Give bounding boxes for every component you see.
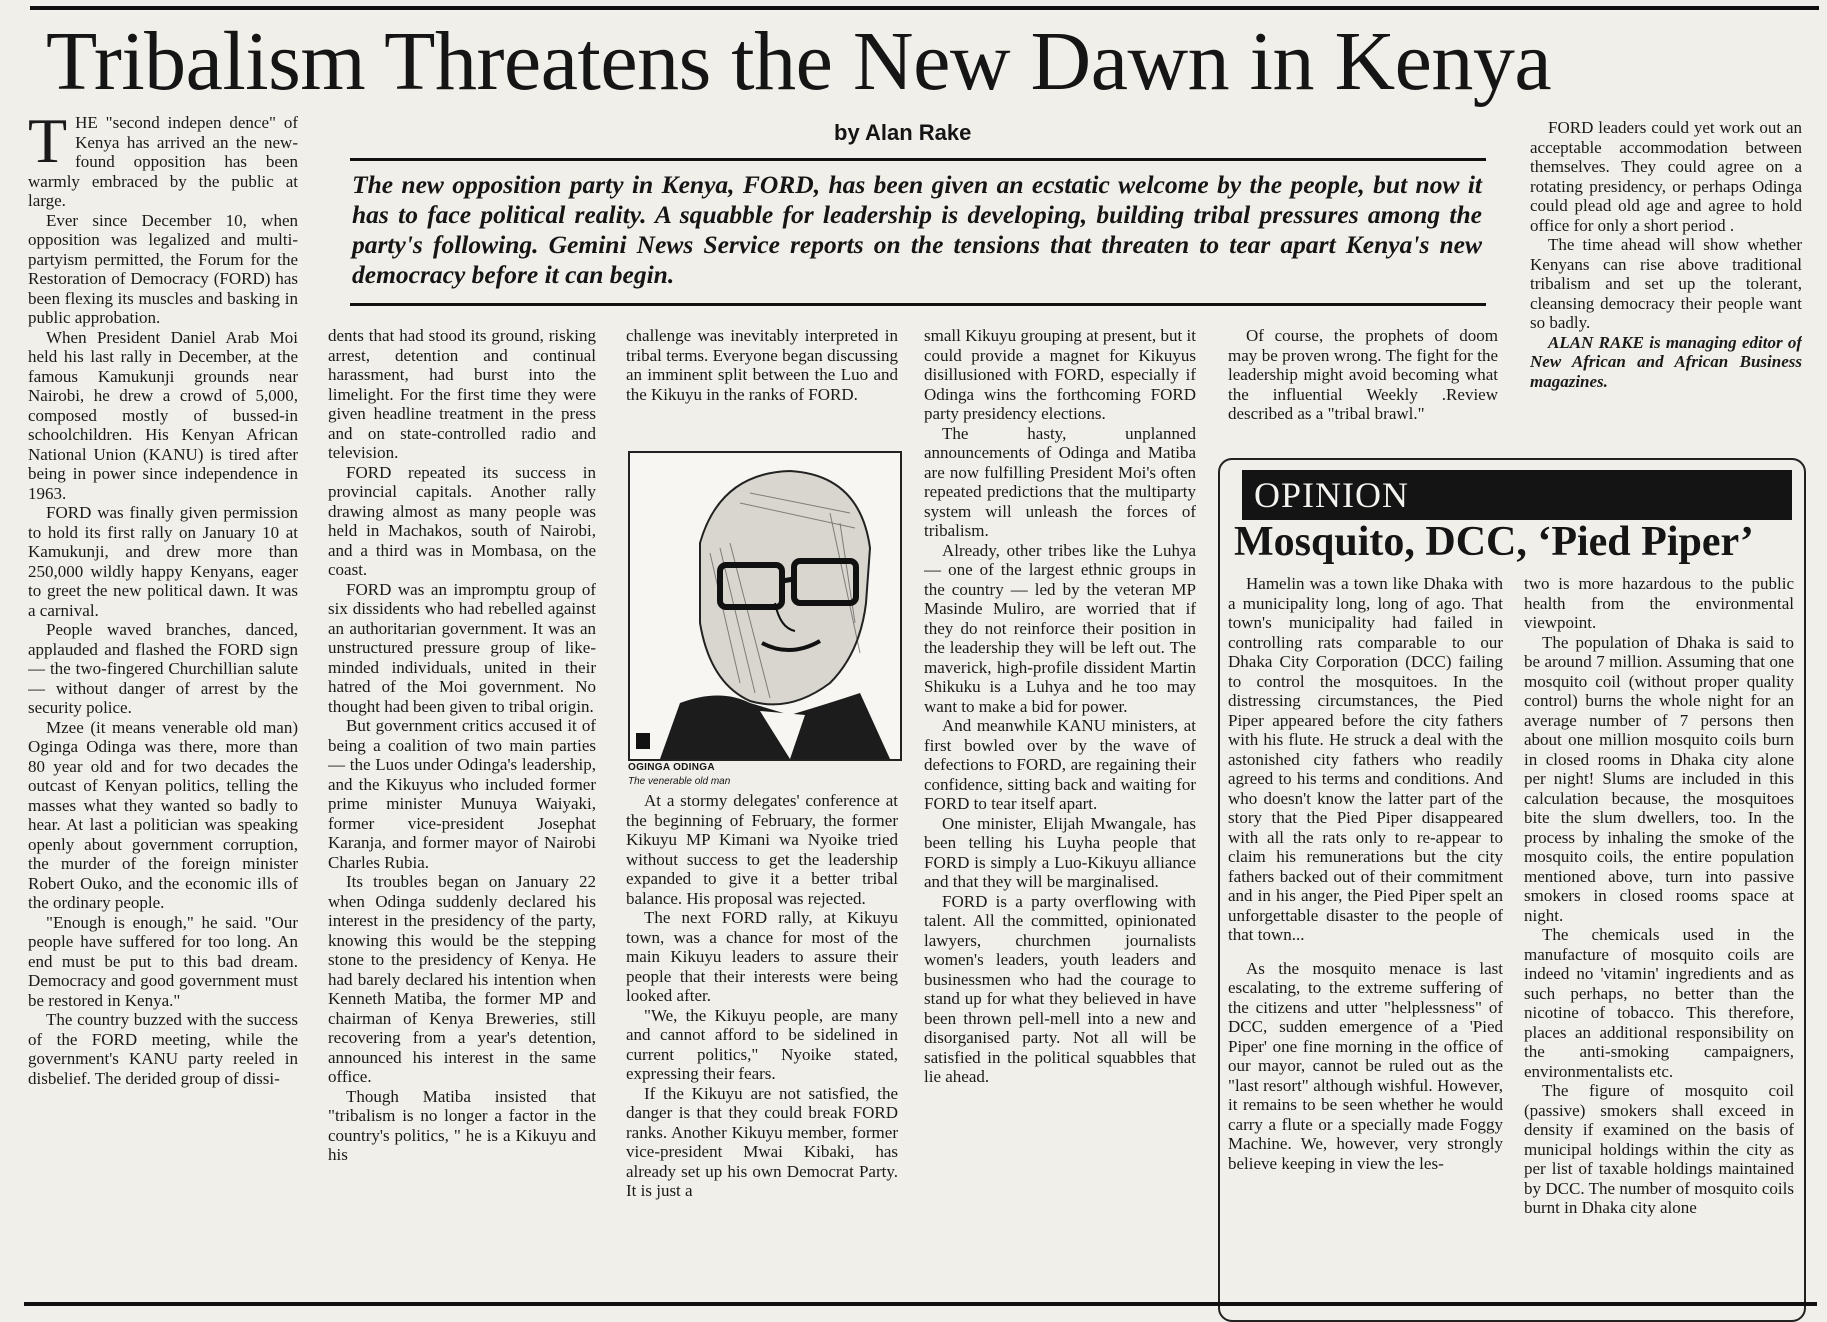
column-1-paragraph-3: When President Daniel Arab Moi held his last rally in December, at the famous Kamukunji grounds near Nairobi, he drew a crowd of 5,000, composed mostly of bussed-in schoolchildren. His Kenyan African National Union (KANU) is tired after being in power since independence in 1963. xyxy=(28,327,298,503)
opinion-column-2 xyxy=(1524,574,1794,1302)
column-4-paragraph-3: Already, other tribes like the Luhya — one of the largest ethnic groups in the country — led by the veteran MP Masinde Muliro, are worried that if they do not reinforce their position in the leadership they will be left out. The maverick, high-profile dissident Martin Shikuku is a Luhya and he too may want to make a bid for power. xyxy=(924,540,1196,716)
column-1-paragraph-4: FORD was finally given permission to hold its first rally on January 10 at Kamukunji, and drew more than 250,000 wildly happy Kenyans, eager to greet the new political dawn. It was a carnival. xyxy=(28,503,298,620)
oginga-odinga-portrait xyxy=(628,451,902,761)
opinion-column-2-paragraph-3: The chemicals used in the manufacture of mosquito coils are indeed no 'vitamin' ingredients and as such perhaps, no better than the nicotine of tobacco. This therefore, places an additional responsibility on the anti-smoking campaigners, environmentalists etc. xyxy=(1524,925,1794,1081)
column-2-paragraph-2: FORD repeated its success in provincial capitals. Another rally drawing almost as many people was held in Machakos, south of Nairobi, and a third was in Mombasa, on the coast. xyxy=(328,462,596,579)
column-2-paragraph-4: But government critics accused it of being a coalition of two main parties — the Luos under Odinga's leadership, and the Kikuyus who included former prime minister Munuya Waiyaki, former vice-president Josephat Karanja, and former mayor of Nairobi Charles Rubia. xyxy=(328,716,596,872)
column-2-paragraph-3: FORD was an impromptu group of six dissidents who had rebelled against an authoritarian government. It was an unstructured pressure group of like-minded individuals, united in their hatred of the Moi government. No thought had been given to tribal origin. xyxy=(328,579,596,716)
article-column-3-top xyxy=(626,326,898,444)
opinion-column-1-paragraph-1: Hamelin was a town like Dhaka with a municipality long, long of ago. That town's municipality had failed in controlling rats comparable to our Dhaka City Corporation (DCC) failing to control the mosquitoes. In the distressing circumstances, the Pied Piper appeared before the city fathers with his flute. He struck a deal with the astonished city fathers who readily agreed to his terms and conditions. And who doesn't know the latter part of the story that the Pied Piper disappeared with all the rats only to re-appear to claim his remunerations but the city fathers backed out of their commitment and in his anger, the Pied Piper spelt an unforgettable disaster to the people of that town... xyxy=(1228,574,1503,944)
opinion-title: Mosquito, DCC, ‘Pied Piper’ xyxy=(1234,519,1754,565)
article-column-6 xyxy=(1530,118,1802,448)
article-column-2 xyxy=(328,326,596,1300)
top-rule xyxy=(30,6,1819,10)
column-1-paragraph-6: Mzee (it means venerable old man) Oginga Odinga was there, more than 80 year old and for two decades the outcast of Kenyan politics, telling the masses what they wanted so badly to hear. At last a politician was speaking openly about government corruption, the murder of the foreign minister Robert Ouko, and the economic ills of the ordinary people. xyxy=(28,717,298,912)
column-4-paragraph-6: FORD is a party overflowing with talent. All the committed, opinionated lawyers, churchmen journalists women's leaders, youth leaders and businessmen who had the courage to stand up for what they believed in have been thrown pell-mell into a new and disorganised party. Not all will be satisfied in the political squabbles that lie ahead. xyxy=(924,891,1196,1086)
article-column-5 xyxy=(1228,326,1498,446)
column-3-paragraph-3: The next FORD rally, at Kikuyu town, was a chance for most of the main Kikuyu leaders to assure their people that their interests were being looked after. xyxy=(626,908,898,1005)
opinion-column-1-paragraph-2: As the mosquito menace is last escalating, to the extreme suffering of the citizens and utter "helplessness" of DCC, sudden emergence of a 'Pied Piper' one fine morning in the office of our mayor, cannot be ruled out as the "last resort" although wishful. However, it remains to be seen whether he would carry a flute or a specially made Foggy Machine. We, however, very strongly believe keeping in view the les- xyxy=(1228,958,1503,1173)
column-3-paragraph-1: challenge was inevitably interpreted in tribal terms. Everyone began discussing an imminent split between the Luo and the Kikuyu in the ranks of FORD. xyxy=(626,326,898,404)
opinion-column-2-paragraph-1: two is more hazardous to the public health from the environmental viewpoint. xyxy=(1524,574,1794,632)
column-2-paragraph-5: Its troubles began on January 22 when Odinga suddenly declared his interest in the presidency of the party, knowing this would be the stepping stone to the presidency of Kenya. He had barely declared his intention when Kenneth Matiba, the former MP and chairman of Kenya Breweries, still recovering from a year's detention, announced his interest in the same office. xyxy=(328,872,596,1086)
opinion-column-2-paragraph-2: The population of Dhaka is said to be around 7 million. Assuming that one mosquito coil (without proper quality control) burns the whole night for an average number of 7 persons then about one million mosquito coils burn in closed rooms in Dhaka city alone per night! Slums are included in this calculation because, the mosquitoes bite the slum dwellers, too. In the process by inhaling the smoke of the mosquito coils, the entire population mentioned above, turn into passive smokers in closed rooms space at night. xyxy=(1524,632,1794,925)
column-1-text: HE "second indepen dence" of Kenya has arrived an the new-found opposition has been warmly embraced by the public at large. xyxy=(28,113,298,210)
deck-bottom-rule xyxy=(350,303,1486,306)
column-4-paragraph-5: One minister, Elijah Mwangale, has been telling his Luyha people that FORD is simply a Luo-Kikuyu alliance and that they will be marginalised. xyxy=(924,813,1196,891)
column-6-paragraph-2: The time ahead will show whether Kenyans can rise above traditional tribalism and set up the tolerant, cleansing democracy their people want so badly. xyxy=(1530,235,1802,332)
article-column-4 xyxy=(924,326,1196,1300)
column-3-paragraph-5: If the Kikuyu are not satisfied, the danger is that they could break FORD ranks. Another Kikuyu member, former vice-president Mwai Kibaki, has already set up his own Democrat Party. It is just a xyxy=(626,1083,898,1200)
column-2-paragraph-6: Though Matiba insisted that "tribalism is no longer a factor in the country's politics, " he is a Kikuyu and his xyxy=(328,1086,596,1164)
drop-cap: T xyxy=(28,113,68,176)
column-1-paragraph-1 xyxy=(28,113,298,211)
column-1-paragraph-7: "Enough is enough," he said. "Our people have suffered for too long. An end must be put to this bad dream. Democracy and good government must be restored in Kenya." xyxy=(28,912,298,1010)
column-2-paragraph-1: dents that had stood its ground, risking arrest, detention and continual harassment, had burst into the limelight. For the first time they were given headline treatment in the press and on state-controlled radio and television. xyxy=(328,326,596,462)
article-column-1 xyxy=(28,113,298,1300)
column-3-paragraph-4: "We, the Kikuyu people, are many and cannot afford to be sidelined in current politics," Nyoike stated, expressing their fears. xyxy=(626,1005,898,1083)
column-1-paragraph-8: The country buzzed with the success of the FORD meeting, while the government's KANU party reeled in disbelief. The derided group of dissi- xyxy=(28,1010,298,1088)
opinion-column-2-paragraph-4: The figure of mosquito coil (passive) smokers shall exceed in density if examined on the basis of municipal holdings within the city as per list of taxable holdings maintained by DCC. The number of mosquito coils burnt in Dhaka city alone xyxy=(1524,1081,1794,1217)
column-1-paragraph-5: People waved branches, danced, applauded and flashed the FORD sign — the two-fingered Churchillian salute — without danger of arrest by the security police. xyxy=(28,620,298,717)
bottom-rule xyxy=(24,1302,1817,1306)
column-3-paragraph-2: At a stormy delegates' conference at the beginning of February, the former Kikuyu MP Kimani wa Nyoike tried without success to get the leadership expanded to give it a better tribal balance. His proposal was rejected. xyxy=(626,791,898,908)
article-column-3-bottom xyxy=(626,791,898,1300)
article-headline: Tribalism Threatens the New Dawn in Kenya xyxy=(46,15,1552,108)
column-4-paragraph-1: small Kikuyu grouping at present, but it could provide a magnet for Kikuyus disillusioned with FORD, especially if Odinga wins the forthcoming FORD party presidency elections. xyxy=(924,326,1196,423)
column-4-paragraph-4: And meanwhile KANU ministers, at first bowled over by the wave of defections to FORD, are regaining their confidence, sitting back and waiting for FORD to tear itself apart. xyxy=(924,716,1196,813)
photo-caption-name: OGINGA ODINGA xyxy=(628,762,715,773)
byline: by Alan Rake xyxy=(834,120,972,145)
opinion-banner: OPINION xyxy=(1242,470,1792,520)
author-credit: ALAN RAKE is managing editor of New African and African Business magazines. xyxy=(1530,332,1802,391)
article-deck: The new opposition party in Kenya, FORD, has been given an ecstatic welcome by the people, but now it has to face political reality. A squabble for leadership is developing, building tribal pressures among the party's following. Gemini News Service reports on the tensions that threaten to tear apart Kenya's new democracy before it can begin. xyxy=(352,170,1482,289)
opinion-column-1 xyxy=(1228,574,1503,1302)
column-6-paragraph-1: FORD leaders could yet work out an acceptable accommodation between themselves. They could agree on a rotating presidency, or perhaps Odinga could plead old age and agree to hold office for only a short period . xyxy=(1530,118,1802,235)
photo-caption-subtitle: The venerable old man xyxy=(628,776,731,787)
deck-top-rule xyxy=(350,158,1486,161)
portrait-drawing-icon xyxy=(630,453,900,759)
column-1-paragraph-2: Ever since December 10, when opposition was legalized and multi-partyism permitted, the Forum for the Restoration of Democracy (FORD) has been flexing its muscles and basking in public approbation. xyxy=(28,210,298,327)
column-5-paragraph-1: Of course, the prophets of doom may be proven wrong. The fight for the leadership might avoid becoming what the influential Weekly .Review described as a "tribal brawl." xyxy=(1228,326,1498,423)
column-4-paragraph-2: The hasty, unplanned announcements of Odinga and Matiba are now fulfilling President Moi's often repeated predictions that the multiparty system will unleash the forces of tribalism. xyxy=(924,423,1196,540)
